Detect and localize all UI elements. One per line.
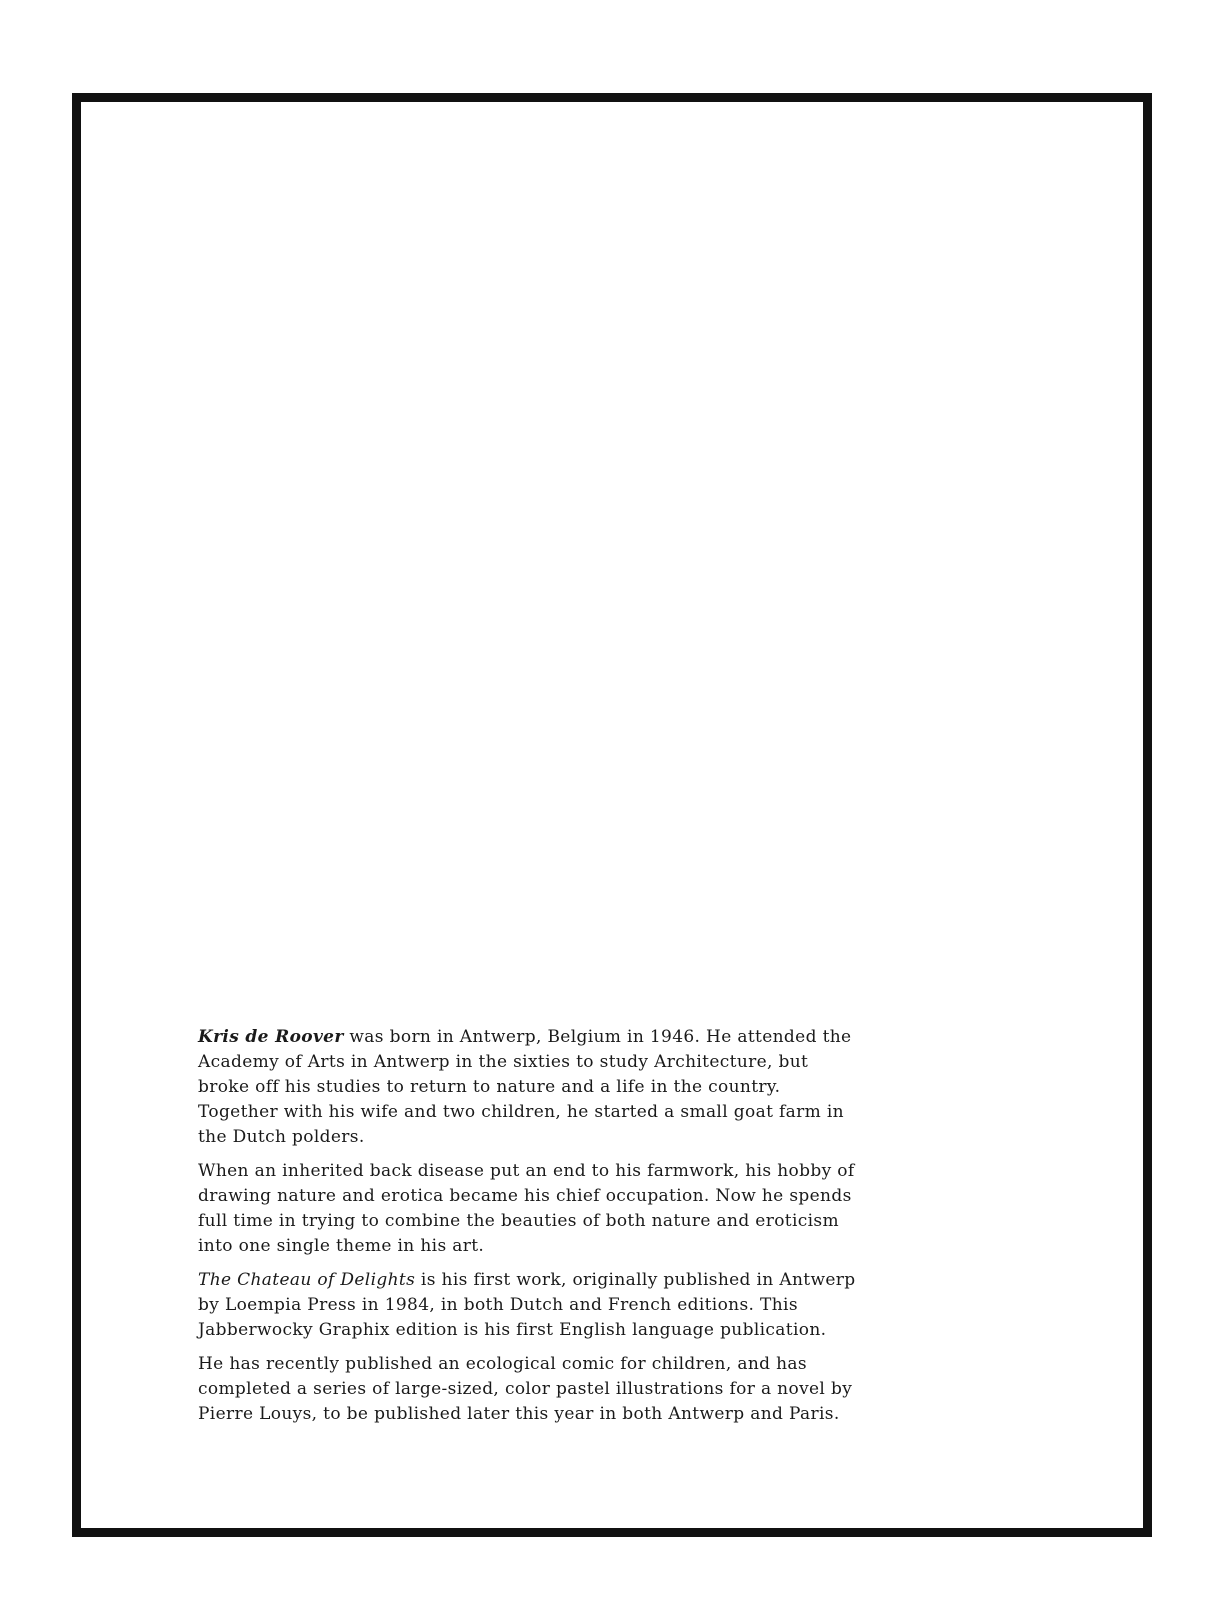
bio-line [198, 1268, 856, 1293]
author-name: Kris de Roover [198, 1027, 344, 1047]
bio-paragraph-1 [198, 1025, 852, 1150]
bio-line: broke off his studies to return to nature and a life in the country. [198, 1077, 781, 1097]
bio-paragraph-4 [198, 1352, 853, 1427]
bio-line: full time in trying to combine the beauties of both nature and eroticism [198, 1211, 839, 1231]
bio-line: Academy of Arts in Antwerp in the sixties to study Architecture, but [198, 1052, 809, 1072]
bio-paragraph-2 [198, 1159, 855, 1259]
bio-line: completed a series of large-sized, color pastel illustrations for a novel by [198, 1379, 853, 1399]
bio-line: Jabberwocky Graphix edition is his first English language publication. [198, 1320, 827, 1340]
bio-line: Together with his wife and two children, he started a small goat farm in [198, 1102, 844, 1122]
bio-line: drawing nature and erotica became his chief occupation. Now he spends [198, 1186, 852, 1206]
bio-line: He has recently published an ecological comic for children, and has [198, 1354, 807, 1374]
author-bio [198, 1025, 856, 1436]
bio-line: by Loempia Press in 1984, in both Dutch and French editions. This [198, 1295, 798, 1315]
bio-line: When an inherited back disease put an end to his farmwork, his hobby of [198, 1161, 855, 1181]
bio-line: the Dutch polders. [198, 1127, 365, 1147]
bio-paragraph-3 [198, 1268, 856, 1343]
book-title: The Chateau of Delights [198, 1270, 416, 1290]
bio-text: is his first work, originally published in Antwerp [415, 1270, 856, 1290]
bio-text: was born in Antwerp, Belgium in 1946. He attended the [343, 1027, 852, 1047]
bio-line: Pierre Louys, to be published later this year in both Antwerp and Paris. [198, 1404, 840, 1424]
bio-line [198, 1025, 852, 1050]
bio-line: into one single theme in his art. [198, 1236, 485, 1256]
